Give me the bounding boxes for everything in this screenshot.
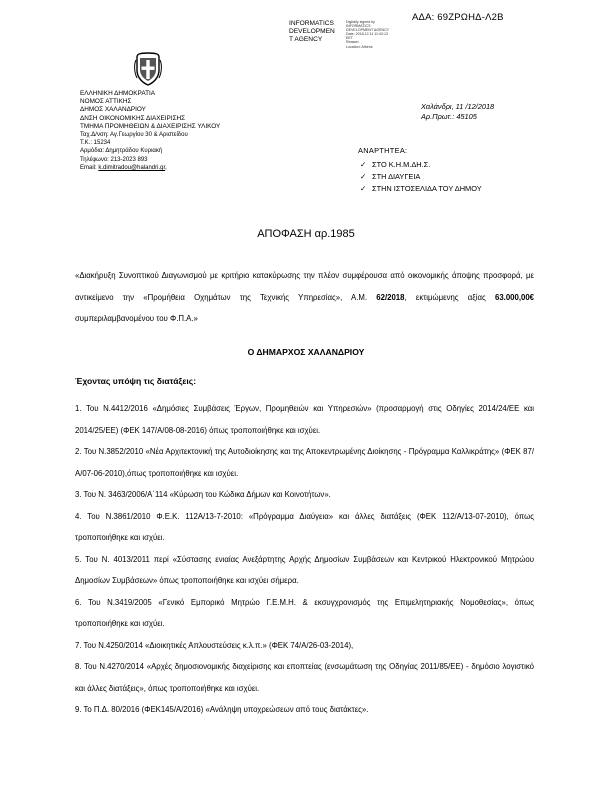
signature-detail-line: Reason: <box>346 40 360 45</box>
signature-detail-line: Date: 2018.12.11 11:43:13 <box>346 32 389 37</box>
signature-detail-line: Digitally signed by <box>346 20 375 24</box>
decision-title: ΑΠΟΦΑΣΗ αρ.1985 <box>257 228 355 240</box>
agency-line: INFORMATICS <box>289 20 334 27</box>
list-item: 5. Του Ν. 4013/2011 περί «Σύστασης ενιαίας Ανεξάρτητης Αρχής Δημοσίων Συμβάσεων και Κεντρικού Ηλεκτρονικού Μητρώου Δημοσίων Συμβάσεων» όπως τροποποιήθηκε και ισχύει σήμερα. <box>75 554 534 585</box>
list-item: 9. Το Π.Δ. 80/2016 (ΦΕΚ145/Α/2016) «Ανάληψη υποχρεώσεων από τους διατάκτες». <box>75 705 369 714</box>
email-suffix: , <box>165 164 167 171</box>
email-label: Email: <box>80 164 99 171</box>
list-item: 7. Του Ν.4250/2014 «Διοικητικές Απλουστεύσεις κ.λ.π.» (ΦΕΚ 74/Α/26-03-2014), <box>75 640 354 650</box>
subject-amount: 63.000,00€ <box>494 292 535 302</box>
distribution-list <box>358 145 482 195</box>
mayor-heading: Ο ΔΗΜΑΡΧΟΣ ΧΑΛΑΝΔΡΙΟΥ <box>247 347 365 357</box>
distribution-item <box>358 183 482 195</box>
agency-line: DEVELOPMEN <box>289 27 335 35</box>
signature-detail-line: DEVELOPMENT AGENCY <box>346 28 390 33</box>
sender-block <box>80 90 220 172</box>
sender-postcode: Τ.Κ.: 15234 <box>80 140 111 147</box>
sender-contact: Αρμόδια: Δημητράδου Κυριακή <box>80 148 163 155</box>
distribution-item-label: ΣΤΗΝ ΙΣΤΟΣΕΛΙΔΑ ΤΟΥ ΔΗΜΟΥ <box>372 184 482 193</box>
protocol-number: Αρ.Πρωτ.: 45105 <box>421 112 477 121</box>
list-item: 2. Του Ν.3852/2010 «Νέα Αρχιτεκτονική της Αυτοδιοίκησης και της Αποκεντρωμένης Διοίκησης - Πρόγραμμα Καλλικράτης» (ΦΕΚ 87/Α/07-06-2010),όπως τροποποιήθηκε και ισχύει. <box>75 447 534 478</box>
subject-text: «Διακήρυξη Συνοπτικού Διαγωνισμού με κριτήριο κατακύρωσης την πλέον συμφέρουσα από οικονομικής άποψης προσφορά, με αντικείμενο την «Προμήθεια Οχημάτων της Τεχνικής Υπηρεσίας», Α.Μ. <box>75 271 534 302</box>
signature-detail-line: EET <box>346 36 353 41</box>
distribution-item <box>358 171 482 183</box>
signature-details <box>346 20 389 49</box>
provisions-list <box>75 398 534 721</box>
check-icon: ✓ <box>360 172 367 181</box>
list-item: 8. Του Ν.4270/2014 «Αρχές δημοσιονομικής διαχείρισης και εποπτείας (ενσωμάτωση της Οδηγίας 2011/85/ΕΕ) - δημόσιο λογιστικό και άλλες διατάξεις», όπως τροποποιήθηκε και ισχύει. <box>75 662 534 693</box>
check-icon: ✓ <box>360 184 367 193</box>
subject-text: , εκτιμώμενης αξίας <box>404 292 495 302</box>
considering-heading: Έχοντας υπόψη τις διατάξεις: <box>75 376 197 386</box>
list-item: 6. Του Ν.3419/2005 «Γενικό Εμπορικό Μητρώο Γ.Ε.Μ.Η. & εκσυγχρονισμός της Επιμελητηριακής Νομοθεσίας», όπως τροποποιήθηκε και ισχύει. <box>75 597 534 628</box>
subject-text: συμπεριλαμβανομένου του Φ.Π.Α.» <box>75 314 198 323</box>
distribution-item <box>358 159 482 171</box>
distribution-item-label: ΣΤΗ ΔΙΑΥΓΕΙΑ <box>372 172 421 181</box>
ada-code: ΑΔΑ: 69ΖΡΩΗΔ-Λ2Β <box>412 12 504 23</box>
signature-detail-line: INFORMATICS <box>346 24 371 29</box>
subject-am: 62/2018 <box>376 292 405 302</box>
list-item: 3. Του Ν. 3463/2006/Α΄114 «Κύρωση του Κώδικα Δήμων και Κοινοτήτων». <box>75 490 331 499</box>
signature-agency <box>289 20 335 43</box>
date-block <box>421 102 494 122</box>
place-date: Χαλάνδρι, 11 /12/2018 <box>421 102 495 111</box>
sender-line: ΔΝΣΗ ΟΙΚΟΝΟΜΙΚΗΣ ΔΙΑΧΕΙΡΙΣΗΣ <box>80 114 186 122</box>
list-item: 4. Του Ν.3861/2010 Φ.Ε.Κ. 112Α/13-7-2010: «Πρόγραμμα Διαύγεια» και άλλες διατάξεις (ΦΕΚ 112/Α/13-07-2010), όπως τροποποιήθηκε και ισχύει. <box>75 511 534 542</box>
subject-paragraph <box>75 265 534 330</box>
email-link[interactable]: k.dimitradou@halandri.gr <box>98 164 166 171</box>
sender-line: ΤΜΗΜΑ ΠΡΟΜΗΘΕΙΩΝ & ΔΙΑΧΕΙΡΙΣΗΣ ΥΛΙΚΟΥ <box>80 122 221 130</box>
agency-line: T AGENCY <box>289 35 323 43</box>
check-icon: ✓ <box>360 160 367 169</box>
list-item: 1. Του Ν.4412/2016 «Δημόσιες Συμβάσεις Έργων, Προμηθειών και Υπηρεσιών» (προσαρμογή στις Οδηγίες 2014/24/ΕΕ και 2014/25/ΕΕ) (ΦΕΚ 147/Α/08-08-2016) όπως τροποποιήθηκε και ισχύει. <box>75 404 534 435</box>
sender-line: ΕΛΛΗΝΙΚΗ ΔΗΜΟΚΡΑΤΙΑ <box>80 90 156 97</box>
signature-detail-line: Location: Athens <box>346 44 373 49</box>
sender-line: ΝΟΜΟΣ ΑΤΤΙΚΗΣ <box>80 98 132 106</box>
distribution-title: ΑΝΑΡΤΗΤΕΑ: <box>358 146 408 155</box>
greek-emblem-icon <box>134 52 162 86</box>
distribution-item-label: ΣΤΟ Κ.Η.Μ.ΔΗ.Σ. <box>372 160 431 169</box>
sender-address: Ταχ.Δ/νση: Αγ.Γεωργίου 30 & Αριστείδου <box>80 132 188 139</box>
sender-line: ΔΗΜΟΣ ΧΑΛΑΝΔΡΙΟΥ <box>80 106 146 114</box>
sender-phone: Τηλέφωνο: 213-2023 893 <box>80 156 148 163</box>
sender-email-row <box>80 164 220 172</box>
